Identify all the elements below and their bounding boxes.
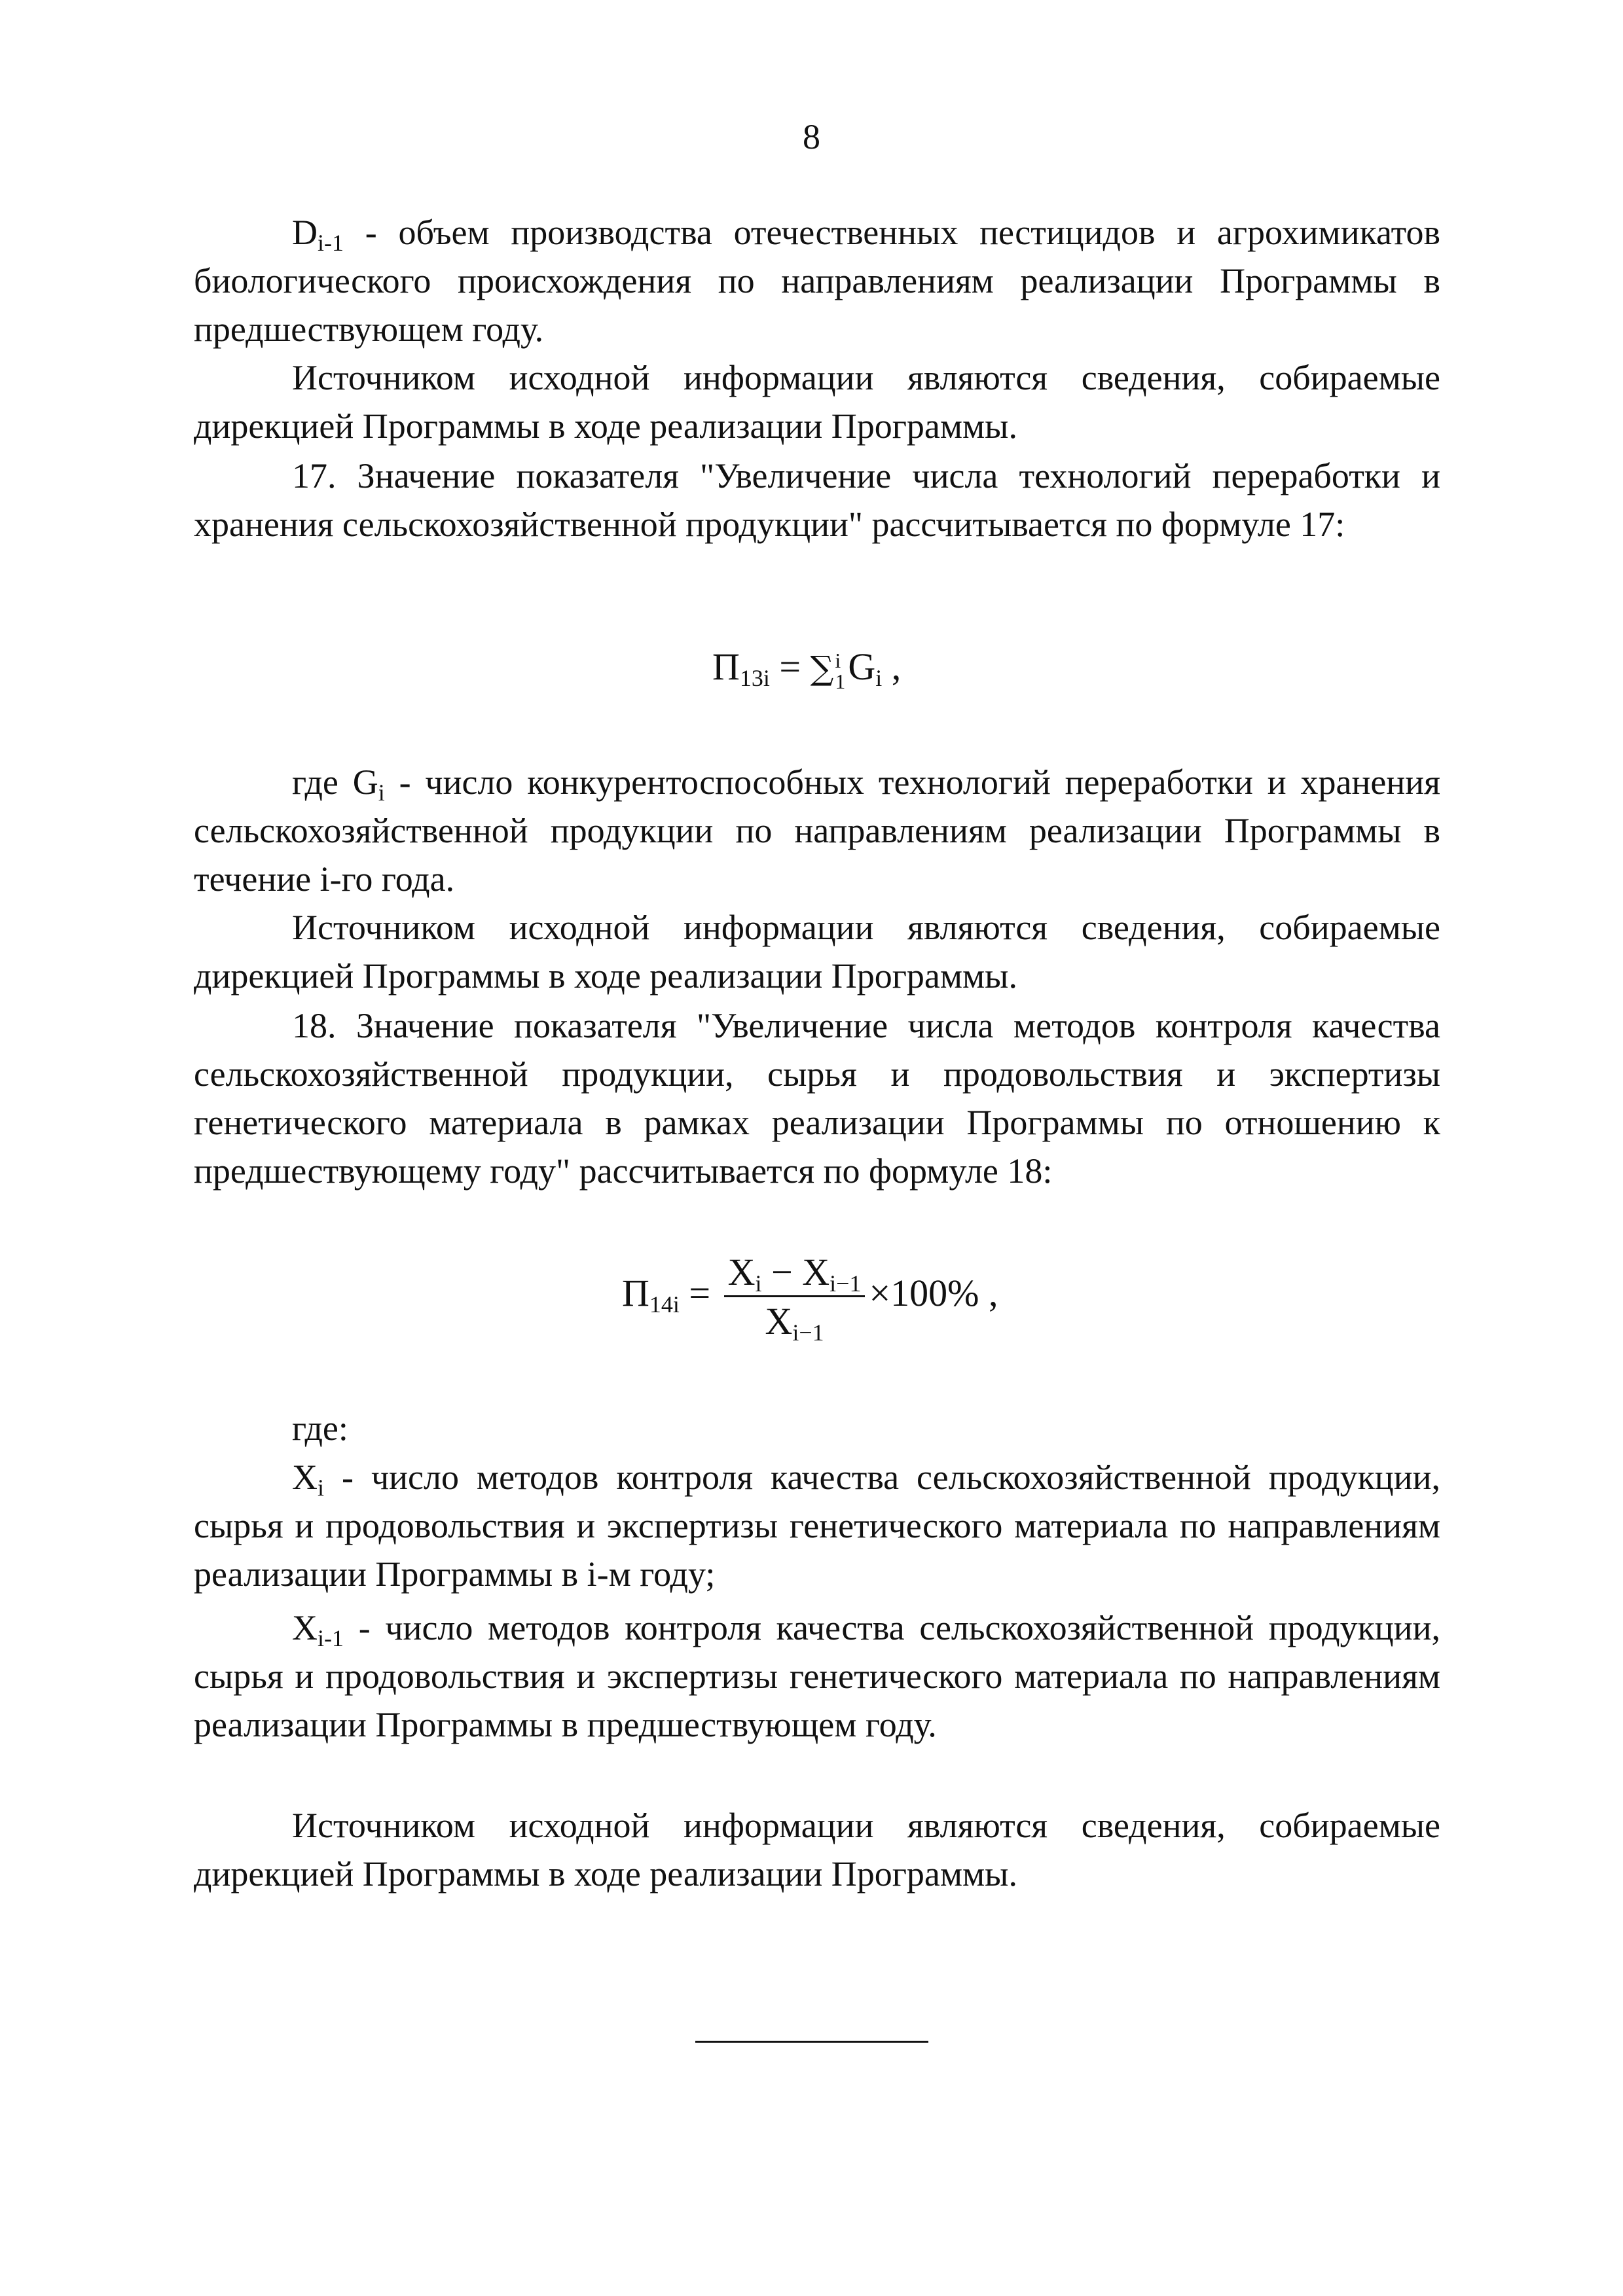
where-label: где: — [292, 1408, 348, 1448]
definition-x-prev — [194, 1604, 1440, 1749]
page-number: 8 — [803, 117, 820, 156]
subscript: i — [318, 1475, 325, 1501]
formula-equals: = — [679, 1271, 720, 1314]
sum-limits — [835, 650, 845, 692]
sum-lower: 1 — [835, 669, 846, 693]
num-b: X — [802, 1251, 830, 1293]
formula-lhs-sub: 14i — [649, 1291, 680, 1318]
subscript: i-1 — [318, 230, 344, 256]
sum-term: G — [848, 645, 876, 688]
formula-lhs-sub: 13i — [739, 665, 770, 691]
den: X — [765, 1300, 793, 1342]
definition-text: - число методов контроля качества сельскохозяйственной продукции, сырья и продовольствия и экспертизы генетического материала по направлениям реализации Программы в предшествующем году. — [194, 1608, 1440, 1744]
fraction-numerator — [724, 1253, 866, 1297]
definition-g — [194, 758, 1440, 903]
item-17-paragraph: 17. Значение показателя "Увеличение числа технологий переработки и хранения сельскохозяйственной продукции" рассчитывается по формуле 17: — [194, 456, 1440, 544]
sum-upper: i — [835, 648, 841, 672]
sum-term-sub: i — [875, 665, 883, 691]
definition-text: - объем производства отечественных пестицидов и агрохимикатов биологического происхождения по направлениям реализации Программы в предшествующем году. — [194, 213, 1440, 349]
symbol: X — [292, 1608, 318, 1647]
definition-x — [194, 1453, 1440, 1598]
num-a: X — [727, 1251, 756, 1293]
definition-prefix: где G — [292, 762, 378, 802]
sum-symbol: ∑ — [810, 649, 834, 687]
formula-17 — [712, 645, 902, 693]
definition-text: - число конкурентоспособных технологий переработки и хранения сельскохозяйственной продукции по направлениям реализации Программы в течение i-го года. — [194, 762, 1440, 899]
formula-tail: ×100% , — [869, 1271, 998, 1314]
fraction — [724, 1251, 866, 1346]
formula-18 — [622, 1251, 998, 1346]
end-rule — [695, 2041, 928, 2043]
formula-equals: = — [769, 645, 811, 688]
num-b-sub: i−1 — [830, 1270, 862, 1297]
formula-tail: , — [882, 645, 902, 688]
formula-lhs: П — [712, 645, 740, 688]
subscript: i-1 — [318, 1625, 344, 1651]
minus: − — [761, 1251, 803, 1293]
item-18-paragraph: 18. Значение показателя "Увеличение числа методов контроля качества сельскохозяйственной продукции, сырья и продовольствия и экспертизы генетического материала в рамках реализации Программы по отношению к предшествующему году" рассчитывается по формуле 18: — [194, 1006, 1440, 1191]
source-paragraph-1: Источником исходной информации являются сведения, собираемые дирекцией Программы в ходе реализации Программы. — [194, 358, 1440, 446]
symbol: D — [292, 213, 318, 252]
symbol: X — [292, 1458, 318, 1497]
source-paragraph-3: Источником исходной информации являются сведения, собираемые дирекцией Программы в ходе реализации Программы. — [194, 1806, 1440, 1893]
source-paragraph-2: Источником исходной информации являются сведения, собираемые дирекцией Программы в ходе реализации Программы. — [194, 908, 1440, 996]
definition-d-prev — [194, 208, 1440, 353]
formula-lhs: П — [622, 1271, 649, 1314]
den-sub: i−1 — [792, 1319, 824, 1346]
definition-text: - число методов контроля качества сельскохозяйственной продукции, сырья и продовольствия и экспертизы генетического материала по направлениям реализации Программы в i-м году; — [194, 1458, 1440, 1594]
num-a-sub: i — [755, 1270, 762, 1297]
subscript: i — [378, 780, 385, 806]
fraction-denominator — [724, 1297, 866, 1346]
